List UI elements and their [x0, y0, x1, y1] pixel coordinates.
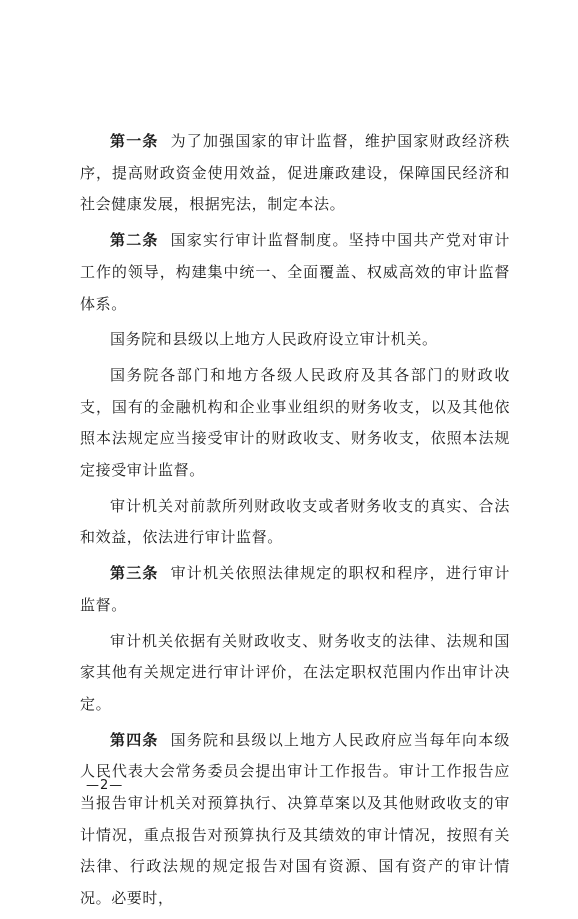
- paragraph-text: 国务院各部门和地方各级人民政府及其各部门的财政收支，国有的金融机构和企业事业组织的财务收支，以及其他依照本法规定应当接受审计的财政收支、财务收支，依照本法规定接受审计监督。: [80, 365, 510, 480]
- paragraph: [80, 360, 510, 487]
- paragraph-text: 为了加强国家的审计监督，维护国家财政经济秩序，提高财政资金使用效益，促进廉政建设，保障国民经济和社会健康发展，根据宪法，制定本法。: [80, 132, 510, 214]
- article-heading: 第四条: [110, 730, 159, 749]
- paragraph-article-3: [80, 558, 510, 621]
- paragraph: [80, 626, 510, 721]
- paragraph-article-1: [80, 126, 510, 221]
- paragraph: [80, 491, 510, 554]
- paragraph-text: 国务院和县级以上地方人民政府设立审计机关。: [110, 330, 438, 349]
- article-heading: 第二条: [110, 231, 159, 250]
- document-body: [80, 126, 510, 919]
- paragraph-text: 审计机关依照法律规定的职权和程序，进行审计监督。: [80, 564, 510, 614]
- paragraph-text: 审计机关依据有关财政收支、财务收支的法律、法规和国家其他有关规定进行审计评价，在法定职权范围内作出审计决定。: [80, 631, 510, 713]
- paragraph-article-2: [80, 225, 510, 320]
- paragraph-text: 国家实行审计监督制度。坚持中国共产党对审计工作的领导，构建集中统一、全面覆盖、权威高效的审计监督体系。: [80, 231, 510, 313]
- article-heading: 第三条: [110, 564, 159, 583]
- article-heading: 第一条: [110, 132, 159, 150]
- paragraph: [80, 324, 510, 356]
- paragraph-text: 审计机关对前款所列财政收支或者财务收支的真实、合法和效益，依法进行审计监督。: [80, 496, 510, 547]
- paragraph-article-4: [80, 725, 510, 915]
- paragraph-text: 国务院和县级以上地方人民政府应当每年向本级人民代表大会常务委员会提出审计工作报告。审计工作报告应当报告审计机关对预算执行、决算草案以及其他财政收支的审计情况，重点报告对预算执行及其绩效的审计情况，按照有关法律、行政法规的规定报告对国有资源、国有资产的审计情况。必要时，: [80, 730, 510, 908]
- page-number: —2—: [86, 778, 124, 793]
